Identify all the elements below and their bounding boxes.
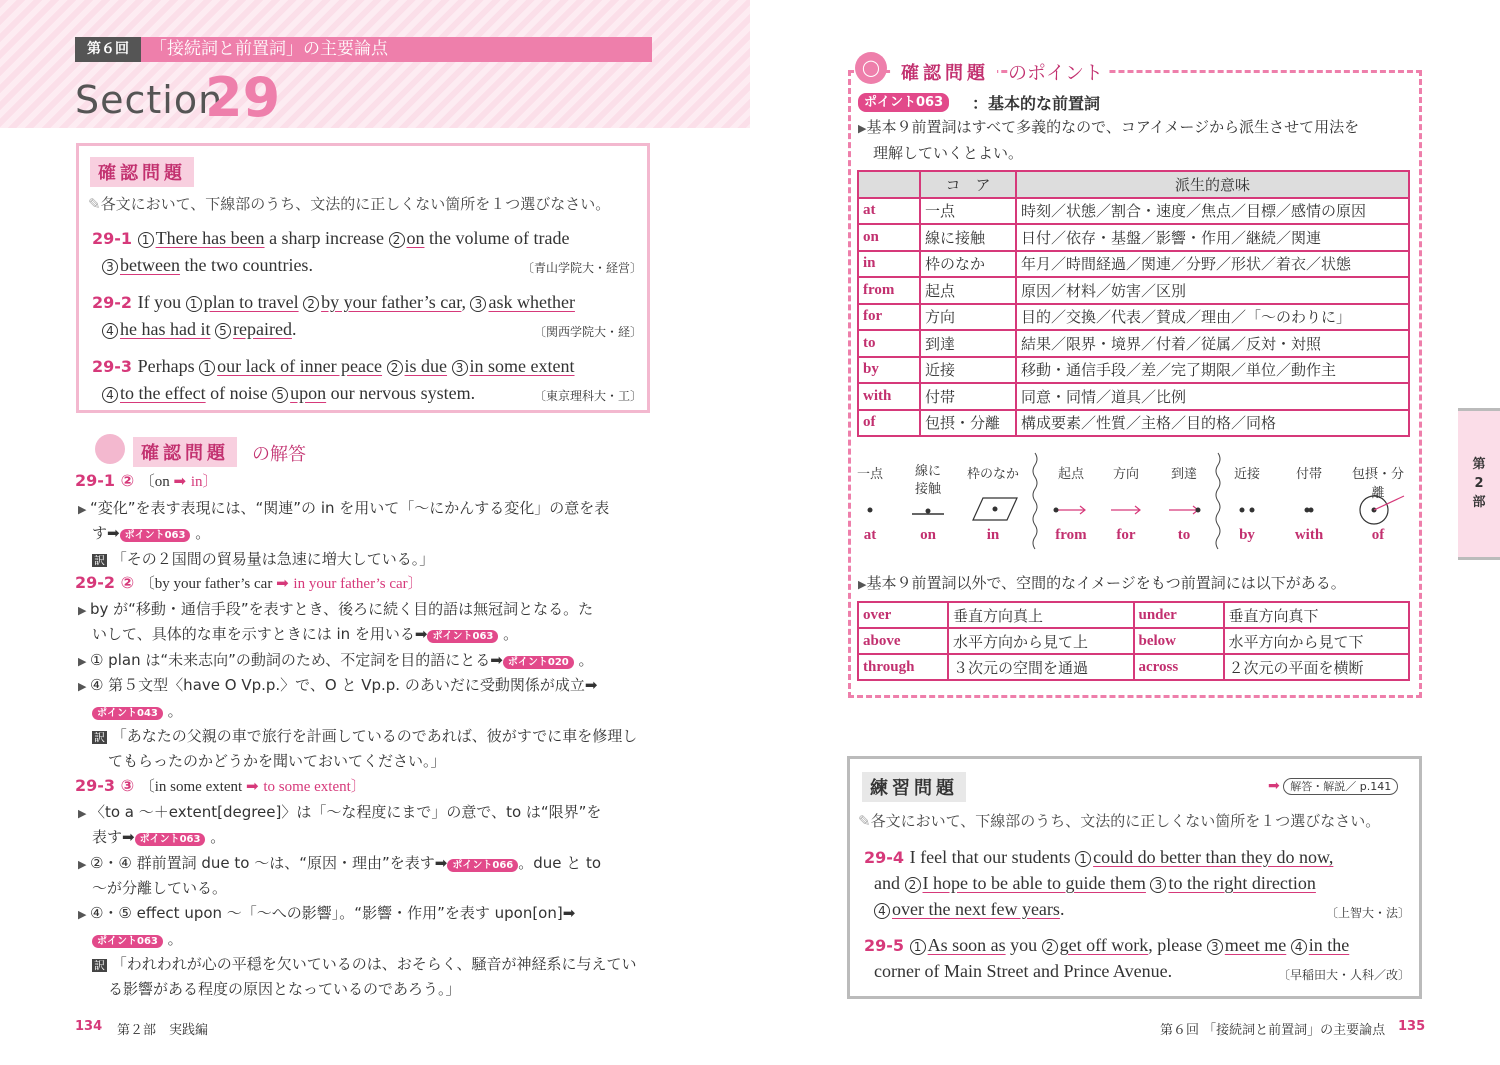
dot-icon [926, 509, 931, 514]
answer-choice: ③ [120, 776, 140, 795]
underlined-segment: meet me [1224, 935, 1287, 955]
triangle-icon: ▶ [78, 503, 90, 516]
core-cell: 起点 [920, 277, 1016, 304]
icon-label: 枠のなか [966, 467, 1019, 482]
side-tab-char: 2 [1474, 476, 1484, 491]
circled-number: 3 [102, 259, 118, 275]
core-cell: 方向 [920, 304, 1016, 331]
side-tab-char: 第 [1472, 457, 1486, 472]
core-cell: 到達 [920, 330, 1016, 357]
circled-number: 4 [874, 903, 890, 919]
meaning-cell: 同意・同情／道具／比例 [1016, 383, 1409, 410]
triangle-icon: ▶ [78, 680, 90, 693]
wrong-form: 〔on [139, 474, 174, 490]
answer-text: 「その２国間の貿易量は急速に増大している。」 [107, 550, 435, 568]
table-header-cell: 派生的意味 [1016, 171, 1409, 198]
text-segment: . [291, 319, 297, 339]
arrow-right-icon: ➡ [276, 574, 294, 592]
practice-line [864, 847, 1333, 868]
answer-line [92, 522, 210, 543]
icon-preposition: from [1055, 527, 1087, 543]
preposition-cell: across [1134, 654, 1224, 680]
question-line [102, 255, 313, 276]
answer-line [92, 725, 637, 746]
meaning-cell: 原因／材料／妨害／区別 [1016, 277, 1409, 304]
answer-choice: ② [120, 573, 140, 592]
table-row [858, 410, 1409, 437]
answer-text: 〈to a ～＋extent[degree]〉は「～な程度にまで」の意で、to は“限界”を [89, 803, 602, 821]
point-desc-text1: 基本９前置詞はすべて多義的なので、コアイメージから派生させて用法を [866, 118, 1360, 136]
preposition-cell: with [858, 383, 920, 410]
question-number: 29-1 [92, 229, 138, 248]
text-segment: . [1059, 899, 1065, 919]
practice-instruction-text: 各文において、下線部のうち、文法的に正しくない箇所を１つ選びなさい。 [870, 812, 1381, 830]
answer-title: の解答 [252, 444, 306, 465]
answer-number: 29-1 [75, 471, 121, 490]
spatial-desc-text: 基本９前置詞以外で、空間的なイメージをもつ前置詞には以下がある。 [866, 574, 1346, 592]
question-source: 〔上智大・法〕 [1325, 906, 1410, 920]
table-row [858, 277, 1409, 304]
circled-number: 1 [910, 939, 926, 955]
preposition-cell: through [858, 654, 948, 680]
practice-line [874, 873, 1316, 894]
icon-label: 包摂・分離 [1351, 467, 1404, 501]
point-badge: ポイント063 [92, 935, 163, 948]
practice-line [874, 899, 1064, 920]
table-row [858, 383, 1409, 410]
circled-number: 2 [387, 360, 403, 376]
answer-text: 。due と to [518, 854, 602, 872]
icon-label: 到達 [1170, 467, 1197, 482]
point-badge: ポイント066 [447, 859, 518, 872]
point-badge: ポイント063 [135, 833, 206, 846]
answer-text: 。 [498, 625, 519, 643]
answer-line [92, 877, 227, 898]
triangle-icon: ▶ [78, 807, 90, 820]
dot-icon [1054, 508, 1059, 513]
lightbulb-icon: ◯ [855, 52, 887, 84]
pencil-icon: ✎ [88, 195, 101, 213]
dot-icon [1240, 508, 1245, 513]
practice-tag: 練習問題 [862, 772, 966, 802]
table-row [858, 357, 1409, 384]
text-segment: corner of [874, 961, 940, 981]
meaning-cell: ３次元の空間を通過 [948, 654, 1134, 680]
point-badge: ポイント043 [92, 707, 163, 720]
answer-text: ～が分離している。 [92, 879, 228, 897]
answer-number: 29-3 [75, 776, 121, 795]
underlined-segment: by your father’s car [321, 292, 462, 312]
table-header-cell: コ ア [920, 171, 1016, 198]
core-cell: 付帯 [920, 383, 1016, 410]
preposition-cell: from [858, 277, 920, 304]
answer-head [75, 470, 218, 491]
text-segment [382, 356, 387, 376]
underlined-segment: could do better than they do now, [1093, 847, 1334, 867]
answer-text: す➡ [92, 524, 120, 542]
preposition-cell: of [858, 410, 920, 437]
point-desc-line2: 理解していくとよい。 [873, 144, 1024, 162]
footer-right-text: 第６回 「接続詞と前置詞」の主要論点 [1160, 1023, 1386, 1038]
question-line [102, 319, 296, 340]
answer-text: 「われわれが心の平穏を欠いているのは、おそらく、騒音が神経系に与えてい [107, 955, 637, 973]
answer-line [92, 623, 518, 644]
text-segment [1286, 935, 1291, 955]
answer-text: てもらったのかどうかを聞いておいてください。」 [108, 752, 446, 770]
triangle-icon: ▶ [78, 858, 90, 871]
table-row [858, 330, 1409, 357]
table-row [858, 251, 1409, 278]
dot-icon [868, 508, 873, 513]
answer-number: 29-2 [75, 573, 121, 592]
wrong-form: 〔in some extent [139, 779, 246, 795]
answer-line [78, 902, 575, 923]
round-badge: 第６回 [75, 37, 141, 62]
practice-line [864, 935, 1349, 956]
answer-line [92, 826, 225, 847]
icon-preposition: at [863, 527, 877, 543]
question-number: 29-5 [864, 936, 910, 955]
preposition-cell: under [1134, 602, 1224, 628]
text-segment: Perhaps [137, 356, 200, 376]
footer-left-text: 第２部 実践編 [117, 1023, 209, 1038]
core-cell: 包摂・分離 [920, 410, 1016, 437]
underlined-segment: on [406, 228, 425, 248]
core-cell: 近接 [920, 357, 1016, 384]
preposition-table [857, 170, 1410, 437]
underlined-segment: in some extent [469, 356, 575, 376]
underlined-segment: repaired [232, 319, 292, 339]
question-number: 29-3 [92, 357, 138, 376]
meaning-cell: 水平方向から見て下 [1224, 628, 1410, 654]
circled-number: 2 [389, 232, 405, 248]
underlined-segment: plan to travel [203, 292, 299, 312]
text-segment: a sharp increase [264, 228, 389, 248]
circled-number: 1 [186, 296, 202, 312]
practice-line [874, 961, 1172, 982]
answer-text: 。 [205, 828, 226, 846]
answer-text: 。 [573, 651, 594, 669]
icon-preposition: by [1239, 527, 1255, 543]
instruction-text: 各文において、下線部のうち、文法的に正しくない箇所を１つ選びなさい。 [100, 195, 611, 213]
translation-icon: 訳 [94, 731, 105, 744]
text-segment: If you [137, 292, 186, 312]
icon-preposition: with [1294, 527, 1324, 543]
underlined-segment: to the right direction [1168, 873, 1316, 893]
question-tag: 確認問題 [90, 157, 194, 187]
triangle-icon: ▶ [78, 604, 90, 617]
answer-choice: ② [120, 471, 140, 490]
answer-text: 「あなたの父親の車で旅行を計画しているのであれば、彼がすでに車を修理し [107, 727, 638, 745]
answer-line [78, 649, 594, 670]
translation-icon: 訳 [94, 554, 105, 567]
preposition-cell: below [1134, 628, 1224, 654]
underlined-segment: between [120, 255, 180, 275]
correct-form: to some extent〕 [263, 779, 366, 795]
answer-text: ④ 第５文型〈have O Vp.p.〉で、O と Vp.p. のあいだに受動関係が成立➡ [89, 676, 598, 694]
circled-number: 3 [470, 296, 486, 312]
underlined-segment: ask whether [488, 292, 575, 312]
practice-ref-label: 解答・解説／ p.141 [1283, 778, 1398, 795]
question-source: 〔早稲田大・人科／改〕 [1277, 968, 1410, 982]
answer-text: ②・④ 群前置詞 due to ～は、“原因・理由”を表す➡ [89, 854, 448, 872]
section-number: 29 [205, 66, 281, 129]
circled-number: 1 [199, 360, 215, 376]
question-number: 29-2 [92, 293, 138, 312]
underlined-segment: get off work [1059, 935, 1149, 955]
text-segment [447, 356, 452, 376]
preposition-cell: over [858, 602, 948, 628]
underlined-segment: is due [404, 356, 448, 376]
preposition-cell: in [858, 251, 920, 278]
answer-text: いして、具体的な車を示すときには in を用いる➡ [92, 625, 428, 643]
preposition-cell: by [858, 357, 920, 384]
point-title: のポイント [1008, 58, 1109, 85]
answer-line [92, 548, 434, 569]
preposition-cell: for [858, 304, 920, 331]
icon-label: 付帯 [1295, 467, 1322, 482]
answer-head [75, 572, 423, 593]
question-instruction [88, 193, 610, 214]
circled-number: 2 [1042, 939, 1058, 955]
preposition-cell: at [858, 198, 920, 225]
meaning-cell: 目的／交換／代表／賛成／理由／「～のわりに」 [1016, 304, 1409, 331]
circled-number: 5 [215, 323, 231, 339]
answer-line [108, 750, 446, 771]
question-line [92, 228, 569, 249]
triangle-icon: ▶ [78, 908, 90, 921]
answer-text: 。 [162, 930, 183, 948]
icon-label: 方向 [1112, 467, 1139, 482]
meaning-cell: 垂直方向真下 [1224, 602, 1410, 628]
question-line [92, 292, 575, 313]
point-badge: ポイント063 [427, 630, 498, 643]
side-tab-label [1458, 411, 1500, 512]
practice-instruction [858, 810, 1380, 831]
circled-number: 1 [1075, 851, 1091, 867]
question-number: 29-4 [864, 848, 910, 867]
meaning-cell: 結果／限界・境界／付着／従属／反対・対照 [1016, 330, 1409, 357]
text-segment: I feel that our students [909, 847, 1076, 867]
icon-preposition: to [1177, 527, 1191, 543]
answer-text: “変化”を表す表現には、“関連”の in を用いて「～にかんする変化」の意を表 [89, 499, 610, 517]
circled-number: 4 [102, 323, 118, 339]
answer-tag: 確認問題 [133, 437, 237, 467]
circled-number: 1 [138, 232, 154, 248]
text-segment: , [461, 292, 471, 312]
answer-line [78, 801, 601, 822]
circled-number: 4 [1291, 939, 1307, 955]
correct-form: in your father’s car〕 [293, 576, 423, 592]
spatial-table [857, 601, 1410, 681]
answer-line [92, 700, 183, 721]
point-badge-label: ポイント063 [858, 93, 949, 112]
answer-head [75, 775, 366, 796]
meaning-cell: 移動・通信手段／差／完了期限／単位／動作主 [1016, 357, 1409, 384]
text-segment: our nervous system. [326, 383, 476, 403]
circled-number: 2 [303, 296, 319, 312]
answer-text: by が“移動・通信手段”を表すとき、後ろに続く目的語は無冠詞となる。た [89, 600, 594, 618]
preposition-cell: on [858, 224, 920, 251]
meaning-cell: 日付／依存・基盤／影響・作用／継続／関連 [1016, 224, 1409, 251]
point-badge: ポイント063 [120, 529, 191, 542]
text-segment: Main Street and Prince Avenue. [939, 961, 1173, 981]
text-segment: , please [1148, 935, 1207, 955]
underlined-segment: upon [290, 383, 327, 403]
meaning-cell: 時刻／状態／割合・速度／焦点／目標／感情の原因 [1016, 198, 1409, 225]
arrow-right-icon: ➡ [173, 472, 191, 490]
table-row [858, 654, 1409, 680]
table-row [858, 628, 1409, 654]
icon-preposition: in [986, 527, 1000, 543]
text-segment: and [874, 873, 905, 893]
spatial-desc: ▶基本９前置詞以外で、空間的なイメージをもつ前置詞には以下がある。 [858, 574, 1346, 592]
circled-number: 4 [102, 387, 118, 403]
question-line [102, 383, 475, 404]
table-row [858, 304, 1409, 331]
circled-number: 3 [1207, 939, 1223, 955]
correct-form: in〕 [190, 474, 218, 490]
icon-preposition: of [1371, 527, 1385, 543]
answer-text: ① plan は“未来志向”の動詞のため、不定詞を目的語にとる➡ [89, 651, 503, 669]
answer-text: る影響がある程度の原因となっているのであろう。」 [108, 980, 461, 998]
dot-icon [1196, 508, 1201, 513]
triangle-icon: ▶ [78, 655, 90, 668]
answer-line [78, 852, 601, 873]
answer-line [78, 598, 593, 619]
meaning-cell: 年月／時間経過／関連／分野／形状／着衣／状態 [1016, 251, 1409, 278]
icon-label: 線に接触 [914, 464, 941, 497]
point-desc-line1: ▶基本９前置詞はすべて多義的なので、コアイメージから派生させて用法を [858, 118, 1360, 136]
icon-label: 起点 [1057, 467, 1084, 482]
answer-line [78, 674, 597, 695]
meaning-cell: 構成要素／性質／主格／目的格／同格 [1016, 410, 1409, 437]
table-row [858, 602, 1409, 628]
question-line [92, 356, 575, 377]
section-label: Section [75, 78, 224, 122]
underlined-segment: There has been [155, 228, 265, 248]
table-row [858, 224, 1409, 251]
answer-text: ④・⑤ effect upon ～「～への影響」。“影響・作用”を表す upon[on]➡ [89, 904, 576, 922]
preposition-cell: above [858, 628, 948, 654]
circled-number: 3 [452, 360, 468, 376]
text-segment: the volume of trade [424, 228, 570, 248]
arrow-right-icon: ➡ [1268, 778, 1280, 794]
translation-icon: 訳 [94, 959, 105, 972]
underlined-segment: in the [1308, 935, 1350, 955]
table-header-cell [858, 171, 920, 198]
circled-number: 3 [1150, 877, 1166, 893]
answer-line [92, 953, 636, 974]
pencil-icon: ✎ [858, 812, 871, 830]
page-number-left: 134 [75, 1019, 103, 1034]
question-source: 〔青山学院大・経営〕 [521, 261, 642, 275]
point-subtitle: ：基本的な前置詞 [972, 94, 1101, 113]
text-segment: of noise [205, 383, 273, 403]
core-cell: 線に接触 [920, 224, 1016, 251]
icon-preposition: on [920, 527, 936, 543]
icon-preposition: for [1116, 527, 1136, 543]
side-tab[interactable] [1458, 408, 1500, 560]
preposition-cell: to [858, 330, 920, 357]
wrong-form: 〔by your father’s car [139, 576, 277, 592]
underlined-segment: our lack of inner peace [217, 356, 383, 376]
answer-text: 表す➡ [92, 828, 135, 846]
dot-icon [1309, 508, 1314, 513]
circled-number: 2 [905, 877, 921, 893]
table-row [858, 198, 1409, 225]
underlined-segment: As soon as [927, 935, 1006, 955]
document-icon [95, 434, 125, 464]
round-title: 「接続詞と前置詞」の主要論点 [150, 39, 388, 59]
point-badge [858, 91, 949, 110]
text-segment: you [1005, 935, 1042, 955]
text-segment: the two countries. [179, 255, 313, 275]
core-cell: 枠のなか [920, 251, 1016, 278]
core-cell: 一点 [920, 198, 1016, 225]
arrow-right-icon: ➡ [245, 777, 264, 795]
separator-line [1033, 453, 1037, 549]
icon-label: 一点 [856, 467, 883, 482]
meaning-cell: 垂直方向真上 [948, 602, 1134, 628]
point-tag: 確認問題 [893, 57, 997, 87]
practice-ref[interactable] [1268, 778, 1398, 794]
answer-line [92, 928, 183, 949]
underlined-segment: to the effect [120, 383, 206, 403]
question-source: 〔関西学院大・経〕 [533, 325, 642, 339]
icon-label: 近接 [1233, 467, 1260, 482]
circled-number: 5 [272, 387, 288, 403]
underlined-segment: he has had it [120, 319, 211, 339]
answer-text: 。 [190, 524, 211, 542]
answer-line [108, 978, 461, 999]
side-tab-char: 部 [1472, 495, 1486, 510]
table-header-row [858, 171, 1409, 198]
meaning-cell: 水平方向から見て上 [948, 628, 1134, 654]
underlined-segment: I hope to be able to guide them [922, 873, 1146, 893]
point-badge: ポイント020 [503, 656, 574, 669]
question-source: 〔東京理科大・工〕 [533, 389, 642, 403]
page-number-right: 135 [1398, 1019, 1426, 1034]
dot-icon [1250, 508, 1255, 513]
answer-text: 。 [162, 702, 183, 720]
dot-icon [993, 507, 998, 512]
underlined-segment: over the next few years [892, 899, 1060, 919]
answer-line [78, 497, 609, 518]
meaning-cell: ２次元の平面を横断 [1224, 654, 1410, 680]
